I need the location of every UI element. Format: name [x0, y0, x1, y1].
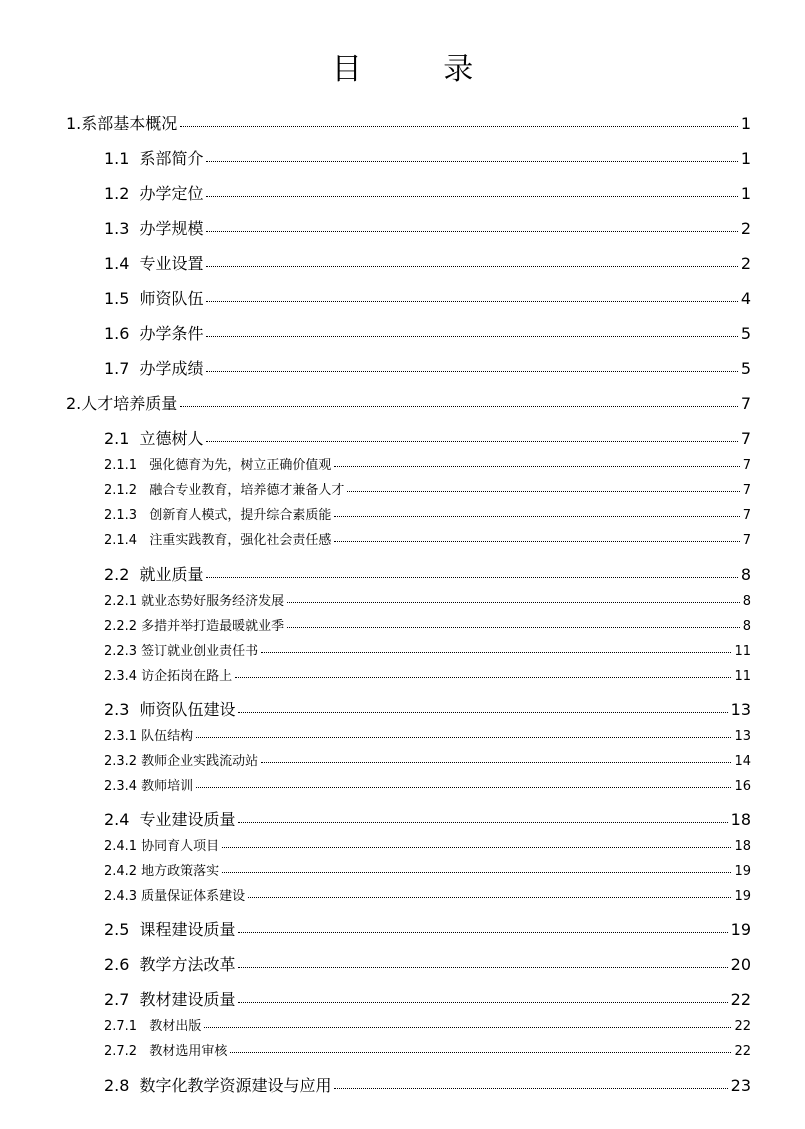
toc-entry-page: 23: [730, 1076, 751, 1095]
toc-entry-title: 办学成绩: [139, 359, 204, 378]
toc-entry[interactable]: [104, 186, 751, 202]
dot-leader: [261, 652, 731, 653]
toc-entry-page: 2: [740, 254, 751, 273]
toc-entry-number: 1.5: [104, 289, 130, 308]
toc-entry-page: 7: [740, 394, 751, 413]
dot-leader: [230, 1052, 731, 1053]
toc-entry-page: 13: [734, 729, 751, 744]
toc-entry[interactable]: [104, 890, 751, 903]
dot-leader: [347, 491, 739, 492]
toc-entry-page: 22: [734, 1044, 751, 1059]
toc-entry-page: 22: [730, 990, 751, 1009]
toc-entry[interactable]: [104, 1078, 751, 1094]
toc-entry-title: 师资队伍建设: [139, 700, 236, 719]
toc-entry-number: 1.7: [104, 359, 130, 378]
toc-entry[interactable]: [104, 431, 751, 447]
toc-entry-number: 2.4: [104, 810, 130, 829]
toc-entry[interactable]: [104, 957, 751, 973]
toc-entry-page: 14: [734, 754, 751, 769]
toc-entry-title: 多措并举打造最暖就业季: [141, 619, 285, 634]
dot-leader: [206, 336, 737, 337]
toc-entry-page: 1: [740, 184, 751, 203]
toc-entry-number: 2.3: [104, 700, 130, 719]
toc-entry-title: 签订就业创业责任书: [141, 644, 259, 659]
toc-entry-title: 人才培养质量: [81, 394, 178, 413]
toc-entry-title: 创新育人模式，提升综合素质能: [141, 508, 332, 523]
dot-leader: [235, 677, 731, 678]
dot-leader: [287, 627, 740, 628]
toc-entry[interactable]: [104, 922, 751, 938]
toc-entry-page: 19: [730, 920, 751, 939]
toc-entry-page: 11: [734, 644, 751, 659]
toc-entry-title: 系部简介: [139, 149, 204, 168]
toc-entry[interactable]: [104, 645, 751, 658]
toc-entry-title: 教师培训: [141, 779, 194, 794]
toc-entry-title: 数字化教学资源建设与应用: [139, 1076, 332, 1095]
toc-entry-page: 22: [734, 1019, 751, 1034]
toc-entry-title: 专业设置: [139, 254, 204, 273]
toc-entry-title: 系部基本概况: [81, 114, 178, 133]
toc-entry[interactable]: [104, 567, 751, 583]
toc-entry-title: 访企拓岗在路上: [141, 669, 233, 684]
toc-entry-number: 2.4.3: [104, 889, 138, 904]
toc-entry-title: 地方政策落实: [141, 864, 220, 879]
toc-entry-number: 2.2.1: [104, 594, 138, 609]
toc-entry-page: 7: [740, 429, 751, 448]
dot-leader: [206, 371, 737, 372]
dot-leader: [206, 161, 737, 162]
toc-entry-page: 16: [734, 779, 751, 794]
dot-leader: [204, 1027, 731, 1028]
toc-entry-title: 质量保证体系建设: [141, 889, 246, 904]
toc-entry-title: 专业建设质量: [139, 810, 236, 829]
toc-entry-page: 20: [730, 955, 751, 974]
toc-entry-number: 2.2: [104, 565, 130, 584]
toc-entry[interactable]: [104, 992, 751, 1008]
toc-entry-number: 1.3: [104, 219, 130, 238]
toc-entry-page: 13: [730, 700, 751, 719]
toc-entry-title: 教材选用审核: [141, 1044, 228, 1059]
toc-entry[interactable]: [104, 812, 751, 828]
toc-entry-number: 2.1: [104, 429, 130, 448]
toc-entry-title: 课程建设质量: [139, 920, 236, 939]
toc-entry[interactable]: [104, 730, 751, 743]
toc-entry-title: 师资队伍: [139, 289, 204, 308]
dot-leader: [238, 967, 727, 968]
toc-entry-title: 立德树人: [139, 429, 204, 448]
toc-entry-page: 8: [742, 619, 751, 634]
toc-entry-number: 1.: [66, 114, 82, 133]
toc-entry-page: 8: [740, 565, 751, 584]
toc-entry-number: 2.7.2: [104, 1044, 138, 1059]
toc-entry[interactable]: [104, 459, 751, 472]
toc-entry-title: 协同育人项目: [141, 839, 220, 854]
toc-entry-number: 2.6: [104, 955, 130, 974]
toc-entry-title: 教师企业实践流动站: [141, 754, 259, 769]
toc-entry[interactable]: [104, 151, 751, 167]
dot-leader: [238, 822, 727, 823]
toc-entry[interactable]: [104, 595, 751, 608]
toc-entry-number: 2.8: [104, 1076, 130, 1095]
toc-entry-number: 2.2.3: [104, 644, 138, 659]
dot-leader: [180, 406, 738, 407]
toc-entry-number: 2.4.1: [104, 839, 138, 854]
dot-leader: [248, 897, 731, 898]
toc-entry-number: 2.4.2: [104, 864, 138, 879]
toc-entry[interactable]: [104, 840, 751, 853]
toc-entry[interactable]: [104, 670, 751, 683]
toc-entry-page: 8: [742, 594, 751, 609]
dot-leader: [196, 787, 731, 788]
toc-entry-page: 7: [742, 533, 751, 548]
dot-leader: [334, 516, 739, 517]
toc-entry[interactable]: [104, 620, 751, 633]
dot-leader: [334, 541, 739, 542]
toc-entry-title: 注重实践教育，强化社会责任感: [141, 533, 332, 548]
toc-entry[interactable]: [104, 1045, 751, 1058]
toc-entry-number: 2.7.1: [104, 1019, 138, 1034]
toc-entry[interactable]: [104, 702, 751, 718]
toc-entry-page: 19: [734, 864, 751, 879]
toc-entry[interactable]: [104, 509, 751, 522]
toc-entry-title: 教材出版: [141, 1019, 202, 1034]
toc-entry-number: 2.5: [104, 920, 130, 939]
toc-entry-number: 2.2.2: [104, 619, 138, 634]
dot-leader: [222, 872, 731, 873]
toc-entry-page: 5: [740, 359, 751, 378]
toc-entry-title: 就业质量: [139, 565, 204, 584]
toc-entry-page: 19: [734, 889, 751, 904]
toc-entry[interactable]: [104, 256, 751, 272]
toc-entry-number: 1.4: [104, 254, 130, 273]
toc-entry-number: 2.3.4: [104, 669, 138, 684]
dot-leader: [196, 737, 731, 738]
toc-entry-number: 2.3.1: [104, 729, 138, 744]
toc-entry-title: 强化德育为先，树立正确价值观: [141, 458, 332, 473]
toc-title: 目 录: [331, 52, 510, 87]
toc-entry-page: 2: [740, 219, 751, 238]
dot-leader: [261, 762, 731, 763]
toc-entry[interactable]: [104, 291, 751, 307]
toc-entry[interactable]: [104, 780, 751, 793]
toc-entry-title: 教学方法改革: [139, 955, 236, 974]
dot-leader: [334, 1088, 727, 1089]
dot-leader: [238, 1002, 727, 1003]
toc-entry-title: 教材建设质量: [139, 990, 236, 1009]
dot-leader: [206, 441, 737, 442]
dot-leader: [222, 847, 731, 848]
toc-entry[interactable]: [104, 755, 751, 768]
dot-leader: [206, 196, 737, 197]
toc-entry-page: 11: [734, 669, 751, 684]
toc-entry-number: 2.3.2: [104, 754, 138, 769]
toc-entry-number: 2.1.3: [104, 508, 138, 523]
toc-entry-title: 办学定位: [139, 184, 204, 203]
toc-entry[interactable]: [104, 326, 751, 342]
dot-leader: [206, 577, 737, 578]
toc-entry-number: 1.2: [104, 184, 130, 203]
toc-entry-page: 1: [740, 149, 751, 168]
toc-entry-number: 2.1.4: [104, 533, 138, 548]
toc-entry-number: 2.1.1: [104, 458, 138, 473]
toc-entry[interactable]: [104, 221, 751, 237]
toc-entry[interactable]: [104, 865, 751, 878]
toc-entry-page: 7: [742, 458, 751, 473]
toc-entry[interactable]: [104, 534, 751, 547]
toc-entry[interactable]: [104, 361, 751, 377]
toc-entry-page: 5: [740, 324, 751, 343]
toc-entry-number: 2.7: [104, 990, 130, 1009]
toc-entry-number: 2.3.4: [104, 779, 138, 794]
toc-entry-title: 融合专业教育，培养德才兼备人才: [141, 483, 345, 498]
dot-leader: [206, 231, 737, 232]
toc-entry-number: 2.: [66, 394, 82, 413]
dot-leader: [206, 301, 737, 302]
toc-entry-number: 1.6: [104, 324, 130, 343]
dot-leader: [238, 712, 727, 713]
toc-entry-title: 队伍结构: [141, 729, 194, 744]
dot-leader: [180, 126, 738, 127]
toc-entry[interactable]: [104, 1020, 751, 1033]
toc-entry-title: 办学规模: [139, 219, 204, 238]
toc-entry-page: 7: [742, 508, 751, 523]
dot-leader: [238, 932, 727, 933]
toc-entry-title: 就业态势好服务经济发展: [141, 594, 285, 609]
toc-entry-page: 18: [734, 839, 751, 854]
dot-leader: [206, 266, 737, 267]
dot-leader: [334, 466, 739, 467]
toc-entry[interactable]: [104, 484, 751, 497]
toc-entry[interactable]: [66, 396, 751, 412]
dot-leader: [287, 602, 740, 603]
toc-entry-title: 办学条件: [139, 324, 204, 343]
toc-entry-page: 1: [740, 114, 751, 133]
toc-entry[interactable]: [66, 116, 751, 132]
toc-entry-page: 18: [730, 810, 751, 829]
toc-entry-page: 4: [740, 289, 751, 308]
toc-entry-page: 7: [742, 483, 751, 498]
toc-entry-number: 2.1.2: [104, 483, 138, 498]
toc-entry-number: 1.1: [104, 149, 130, 168]
